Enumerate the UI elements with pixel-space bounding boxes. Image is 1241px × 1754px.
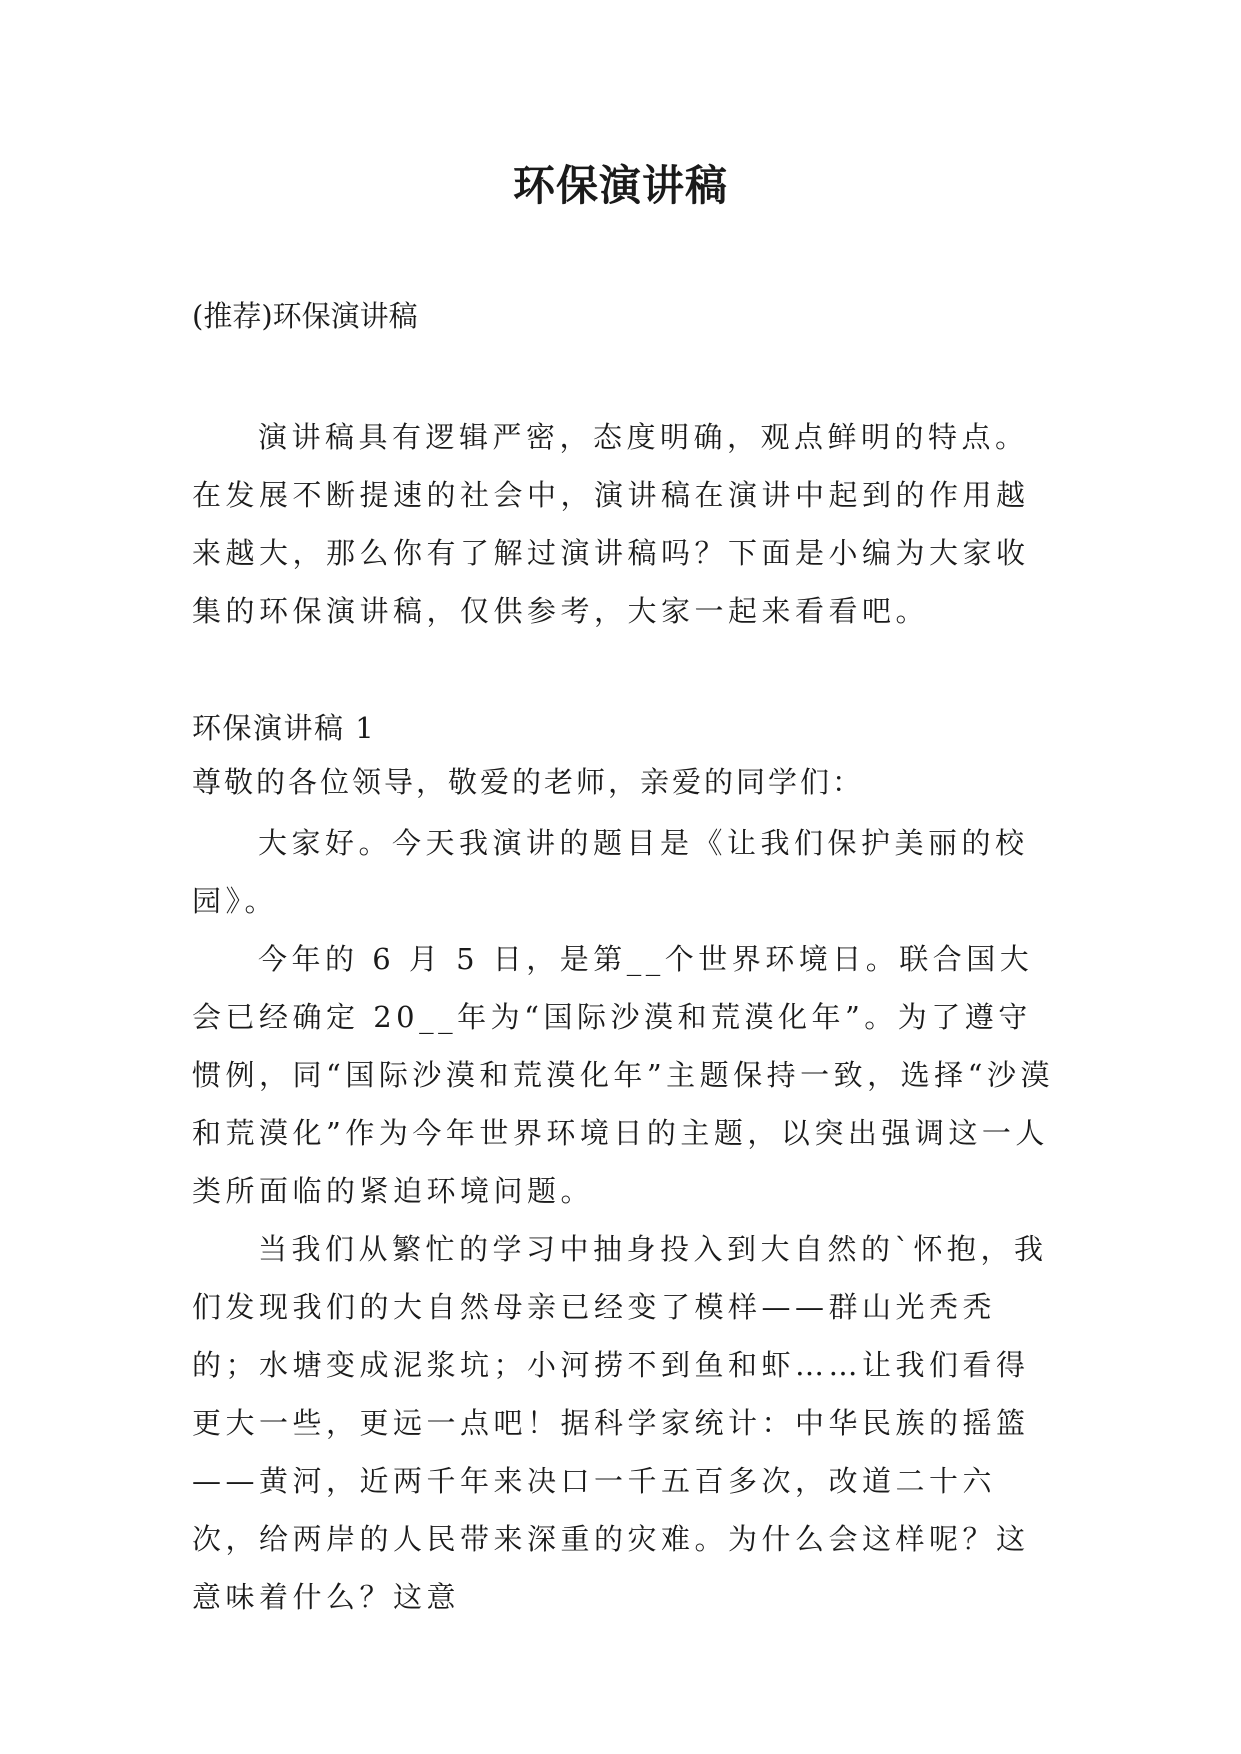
document-subtitle: (推荐)环保演讲稿: [192, 299, 418, 333]
speech-paragraph: 今年的 6 月 5 日，是第__个世界环境日。联合国大会已经确定 20__年为“国际沙漠和荒漠化年”。为了遵守惯例，同“国际沙漠和荒漠化年”主题保持一致，选择“沙漠和荒漠化”作为今年世界环境日的主题，以突出强调这一人类所面临的紧迫环境问题。: [192, 942, 1054, 1208]
speech-paragraph: 大家好。今天我演讲的题目是《让我们保护美丽的校园》。: [192, 826, 1029, 918]
speech-paragraph: 当我们从繁忙的学习中抽身投入到大自然的`怀抱，我们发现我们的大自然母亲已经变了模样——群山光秃秃的；水塘变成泥浆坑；小河捞不到鱼和虾……让我们看得更大一些，更远一点吧！据科学家统计：中华民族的摇篮——黄河，近两千年来决口一千五百多次，改道二十六次，给两岸的人民带来深重的灾难。为什么会这样呢？这意味着什么？这意: [192, 1232, 1048, 1614]
section-heading: 环保演讲稿 1: [192, 711, 376, 745]
intro-paragraph: 演讲稿具有逻辑严密，态度明确，观点鲜明的特点。在发展不断提速的社会中，演讲稿在演讲中起到的作用越来越大，那么你有了解过演讲稿吗？下面是小编为大家收集的环保演讲稿，仅供参考，大家一起来看看吧。: [192, 420, 1030, 628]
salutation: 尊敬的各位领导，敬爱的老师，亲爱的同学们：: [192, 765, 865, 799]
speech-body: [192, 814, 1060, 1626]
document-title: 环保演讲稿: [512, 161, 728, 210]
